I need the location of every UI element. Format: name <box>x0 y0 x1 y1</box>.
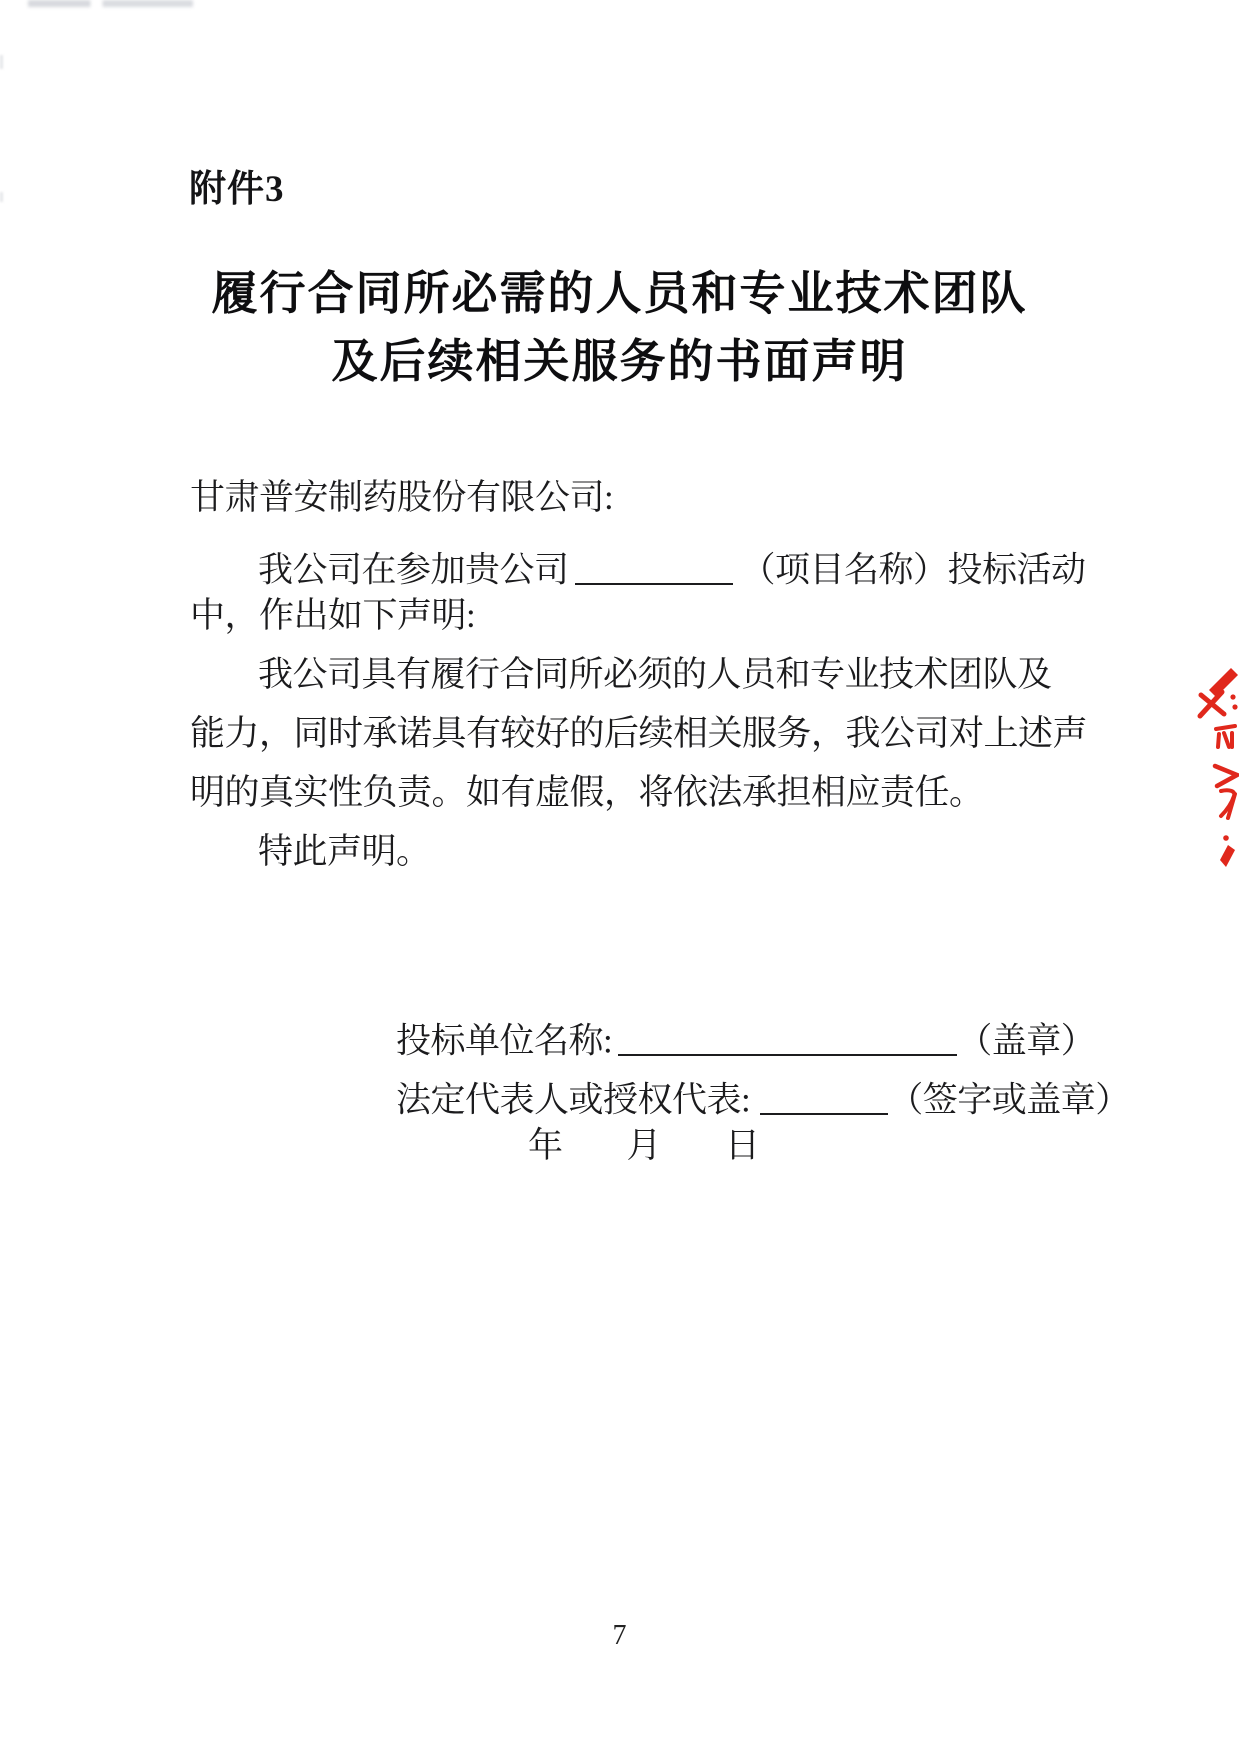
date-month-label: 月 <box>626 1126 662 1165</box>
representative-line <box>396 1057 1130 1120</box>
date-year-label: 年 <box>528 1126 563 1165</box>
red-ink-stamp-fragments-icon <box>1177 655 1239 875</box>
paragraph1-prefix: 我公司在参加贵公司 <box>258 550 569 590</box>
document-title <box>0 260 1239 396</box>
sign-or-seal-note: （签字或盖章） <box>888 1080 1130 1120</box>
bidder-name-blank <box>618 1001 957 1056</box>
salutation-line: 甘肃普安制药股份有限公司: <box>190 478 614 517</box>
closing-line: 特此声明。 <box>258 832 431 871</box>
paragraph1-line2: 中，作出如下声明: <box>190 596 476 635</box>
paragraph1-suffix: （项目名称）投标活动 <box>740 550 1086 590</box>
page-number: 7 <box>612 1620 627 1651</box>
paragraph2-line3: 明的真实性负责。如有虚假，将依法承担相应责任。 <box>190 773 984 812</box>
attachment-label: 附件3 <box>189 169 285 210</box>
paragraph2-line1: 我公司具有履行合同所必须的人员和专业技术团队及 <box>258 655 1052 694</box>
scan-smudge-artifact <box>28 0 193 7</box>
project-name-blank <box>575 530 733 585</box>
paragraph1-line1 <box>190 527 1090 590</box>
bidder-name-label: 投标单位名称: <box>396 1021 613 1061</box>
date-day-label: 日 <box>725 1126 760 1165</box>
document-title-line1: 履行合同所必需的人员和专业技术团队 <box>211 268 1028 319</box>
paragraph2-line2: 能力，同时承诺具有较好的后续相关服务，我公司对上述声 <box>190 714 1088 753</box>
seal-note: （盖章） <box>957 1021 1096 1061</box>
date-line <box>396 1116 1130 1175</box>
signature-block <box>396 998 1130 1175</box>
scan-speck-artifact <box>0 55 3 69</box>
bidder-name-line <box>396 998 1130 1061</box>
document-body <box>190 468 1090 881</box>
document-title-line2: 及后续相关服务的书面声明 <box>331 336 908 387</box>
representative-blank <box>760 1060 888 1115</box>
scan-speck-artifact <box>0 192 3 202</box>
representative-label: 法定代表人或授权代表: <box>396 1080 751 1120</box>
